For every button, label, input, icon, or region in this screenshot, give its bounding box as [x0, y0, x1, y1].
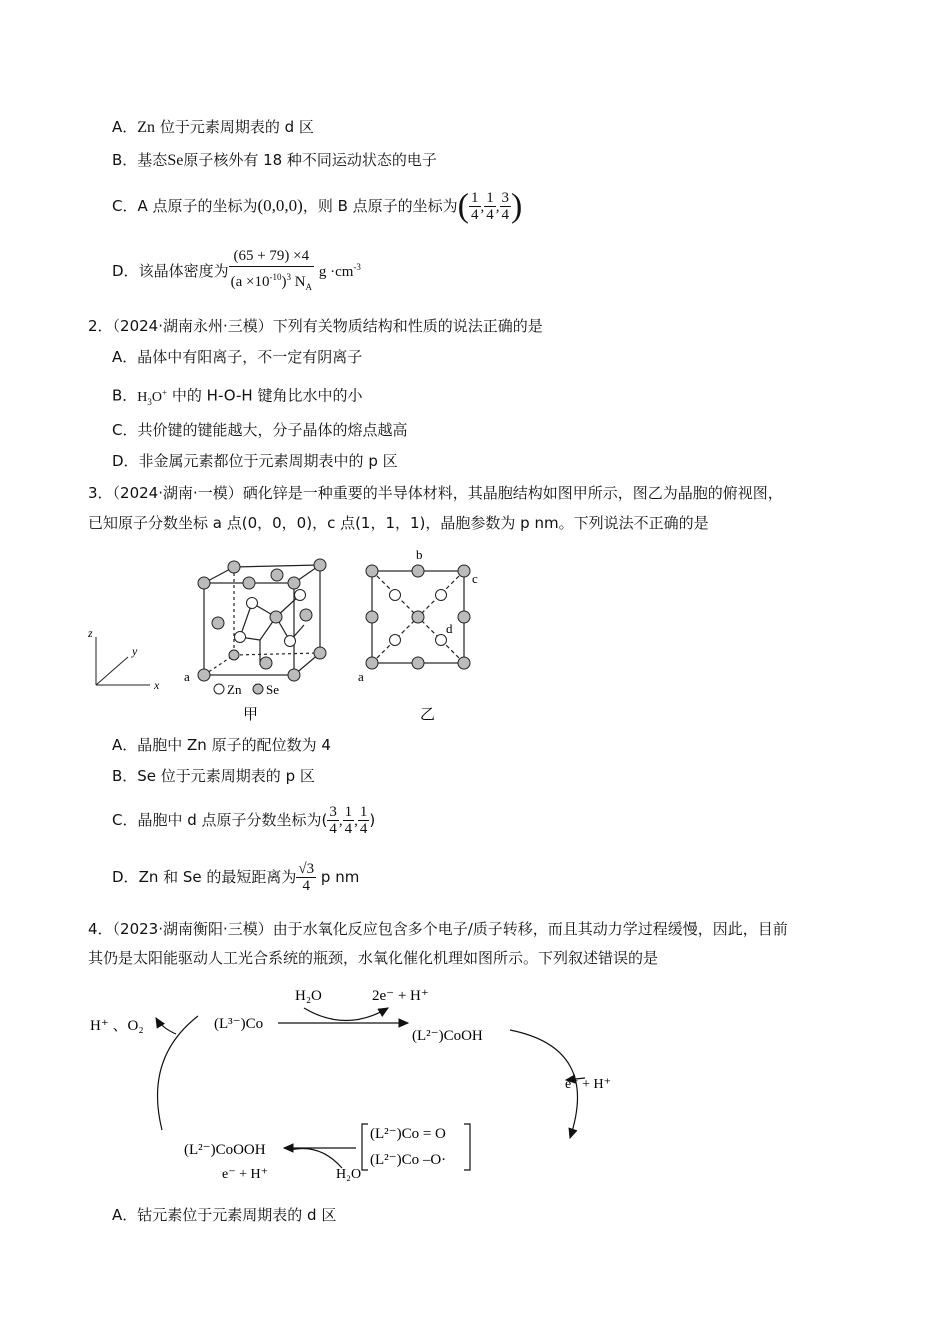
species-l2-coooh: (L²⁻)CoOOH	[184, 1142, 266, 1158]
arrow-step1-curve	[304, 1008, 388, 1021]
electrons-right: e⁻ + H⁺	[565, 1077, 611, 1092]
fraction: $\frac{3}{4}$	[329, 804, 337, 837]
point-b-label: b	[416, 547, 423, 562]
q3-stem-line1: 3．（2024·湖南·一模）硒化锌是一种重要的半导体材料，其晶胞结构如图甲所示，图乙为晶胞的俯视图，	[88, 484, 783, 502]
zn-symbol: Zn	[137, 119, 156, 136]
h2o-top: H₂O	[295, 988, 322, 1004]
q1-option-c: C．A 点原子的坐标为(0,0,0)，则 B 点原子的坐标为( $\frac{1}{4}$ , $\frac{1}{4}$ , $\frac{3}{4}$ )	[112, 187, 523, 225]
arrow-step4	[158, 1016, 199, 1130]
q4-stem-line2: 其仍是太阳能驱动人工光合系统的瓶颈，水氧化催化机理如图所示。下列叙述错误的是	[88, 949, 659, 967]
arrow-step3-curve	[290, 1148, 342, 1168]
point-d-label: d	[446, 621, 453, 636]
h2o-bottom: H₂O	[336, 1167, 362, 1182]
legend-zn-marker	[214, 684, 224, 694]
legend-se: Se	[266, 682, 279, 697]
axis-z-label: z	[88, 626, 93, 640]
point-c-label: c	[472, 571, 478, 586]
q1-option-a: A．Zn 位于元素周期表的 d 区	[112, 118, 314, 136]
crystal-figure	[80, 545, 500, 725]
q3-option-c: C．晶胞中 d 点原子分数坐标为( $\frac{3}{4}$ , $\frac{1}{4}$ , $\frac{1}{4}$ )	[112, 804, 376, 837]
q3-stem-line2: 已知原子分数坐标 a 点(0，0，0)，c 点(1，1，1)，晶胞参数为 p nm。下列说法不正确的是	[88, 514, 709, 532]
q2-option-c: C．共价键的键能越大，分子晶体的熔点越高	[112, 421, 408, 439]
caption-yi: 乙	[420, 707, 436, 723]
legend-zn: Zn	[227, 682, 242, 697]
point-a-top-label: a	[358, 669, 364, 684]
bracket-left	[362, 1124, 368, 1170]
q3-option-d: D．Zn 和 Se 的最短距离为 $\frac{√3}{4}$ p nm	[112, 861, 360, 894]
products-label: H⁺ 、O₂	[90, 1018, 144, 1034]
electrons-bottom: e⁻ + H⁺	[222, 1167, 268, 1182]
q3-option-b: B．Se 位于元素周期表的 p 区	[112, 767, 315, 785]
legend-se-marker	[253, 684, 263, 694]
q4-option-a: A．钴元素位于元素周期表的 d 区	[112, 1206, 337, 1224]
se-symbol: Se	[167, 152, 184, 169]
species-co-oxyl: (L²⁻)Co –O·	[370, 1152, 447, 1168]
water-oxidation-cycle	[80, 978, 680, 1193]
caption-jia: 甲	[243, 707, 259, 723]
fraction: $\frac{1}{4}$	[344, 804, 353, 837]
top-view-se	[366, 565, 470, 669]
point-a-label: a	[184, 669, 190, 684]
species-co-oxo: (L²⁻)Co = O	[370, 1126, 446, 1142]
fraction: $\frac{1}{4}$	[359, 804, 368, 837]
axis-x-label: x	[154, 678, 160, 692]
arrow-step4-branch	[156, 1018, 176, 1034]
electrons-top: 2e⁻ + H⁺	[372, 988, 429, 1004]
q2-option-b: B．$H_3O^+$ 中的 H-O-H 键角比水中的小	[112, 386, 363, 407]
q2-option-a: A．晶体中有阳离子，不一定有阴离子	[112, 348, 363, 366]
se-atoms	[198, 559, 326, 681]
sqrt-fraction: $\frac{√3}{4}$	[298, 861, 315, 894]
species-l2-cooh: (L²⁻)CoOH	[412, 1028, 483, 1044]
species-l3-co: (L³⁻)Co	[214, 1016, 264, 1032]
hydronium-ion: $H_3O^+$	[137, 387, 168, 407]
q2-stem: 2．（2024·湖南永州·三模）下列有关物质结构和性质的说法正确的是	[88, 317, 543, 335]
fraction: $\frac{1}{4}$	[471, 190, 479, 223]
q2-option-d: D．非金属元素都位于元素周期表中的 p 区	[112, 452, 398, 470]
fraction: $\frac{1}{4}$	[486, 190, 494, 223]
q3-option-a: A．晶胞中 Zn 原子的配位数为 4	[112, 736, 331, 754]
fraction: $\frac{3}{4}$	[501, 190, 509, 223]
q1-option-d: D．该晶体密度为 $\frac{(65 + 79) \times 4}{(a \times 10^{-10})^3 N_A}$ $g \cdot cm^{-3}$	[112, 244, 361, 297]
axis-y-label: y	[132, 644, 138, 658]
q1-option-b: B．基态Se原子核外有 18 种不同运动状态的电子	[112, 151, 437, 169]
density-fraction: $\frac{(65 + 79) \times 4}{(a \times 10^{-10})^3 N_A}$	[230, 248, 313, 292]
bracket-right	[464, 1124, 470, 1170]
axis-triad	[96, 637, 150, 685]
q4-stem-line1: 4．（2023·湖南衡阳·三模）由于水氧化反应包含多个电子/质子转移，而且其动力学过程缓慢，因此，目前	[88, 920, 788, 938]
